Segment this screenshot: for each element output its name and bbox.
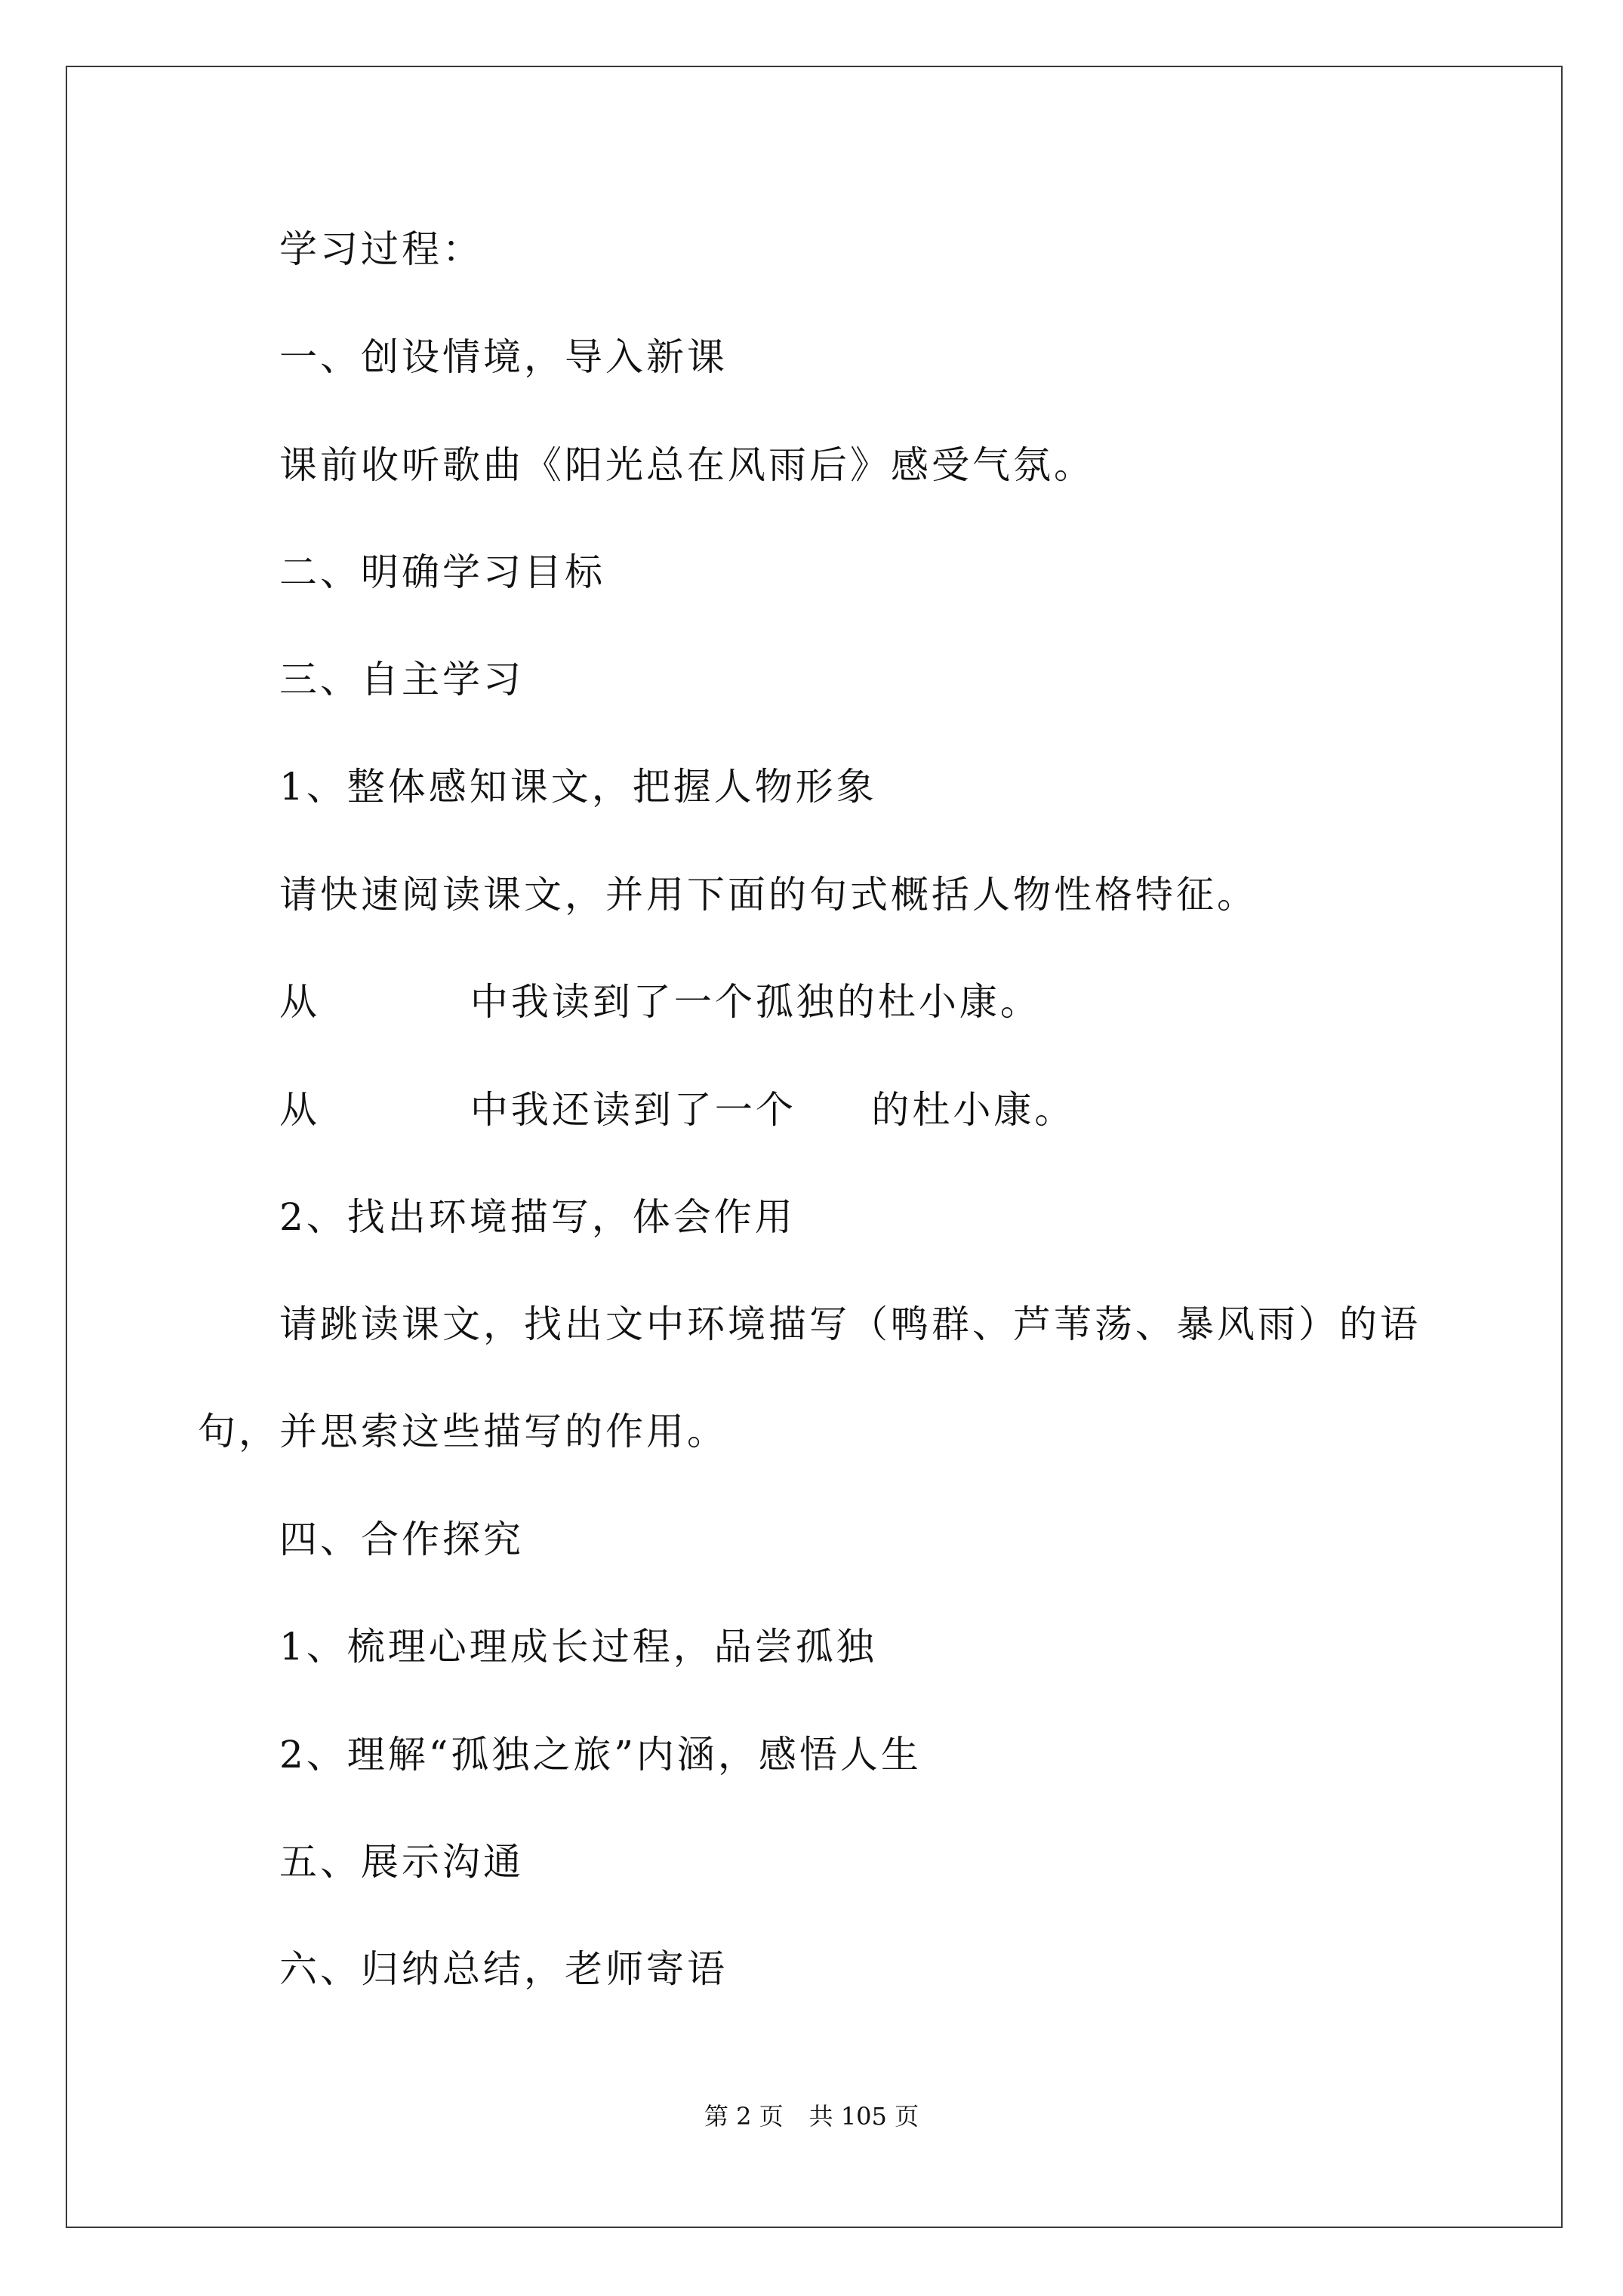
section-heading-learning-process: 学习过程： <box>279 227 483 271</box>
paragraph: 请跳读课文，找出文中环境描写（鸭群、芦苇荡、暴风雨）的语 <box>279 1302 1421 1346</box>
page-total: 共 105 页 <box>808 2102 919 2131</box>
paragraph: 课前收听歌曲《阳光总在风雨后》感受气氛。 <box>279 443 1095 487</box>
heading-step-2: 二、明确学习目标 <box>279 550 605 594</box>
subheading: 2、找出环境描写，体会作用 <box>279 1195 796 1239</box>
heading-step-4: 四、合作探究 <box>279 1518 524 1561</box>
heading-step-6: 六、归纳总结，老师寄语 <box>279 1947 728 1991</box>
page-border <box>66 66 1563 2228</box>
paragraph: 请快速阅读课文，并用下面的句式概括人物性格特征。 <box>279 873 1258 917</box>
page-number: 第 2 页 <box>704 2102 784 2131</box>
paragraph-continuation: 句，并思索这些描写的作用。 <box>198 1410 728 1453</box>
page-footer <box>0 2101 1623 2131</box>
fill-in-sentence: 从 中我还读到了一个 的杜小康。 <box>279 1088 1076 1132</box>
subheading: 1、整体感知课文，把握人物形象 <box>279 765 877 809</box>
fill-in-sentence: 从 中我读到了一个孤独的杜小康。 <box>279 980 1041 1024</box>
heading-step-3: 三、自主学习 <box>279 658 524 701</box>
heading-step-1: 一、创设情境，导入新课 <box>279 335 728 379</box>
subheading: 1、梳理心理成长过程，品尝孤独 <box>279 1625 877 1669</box>
heading-step-5: 五、展示沟通 <box>279 1840 524 1884</box>
subheading: 2、理解“孤独之旅”内涵，感悟人生 <box>279 1733 922 1777</box>
